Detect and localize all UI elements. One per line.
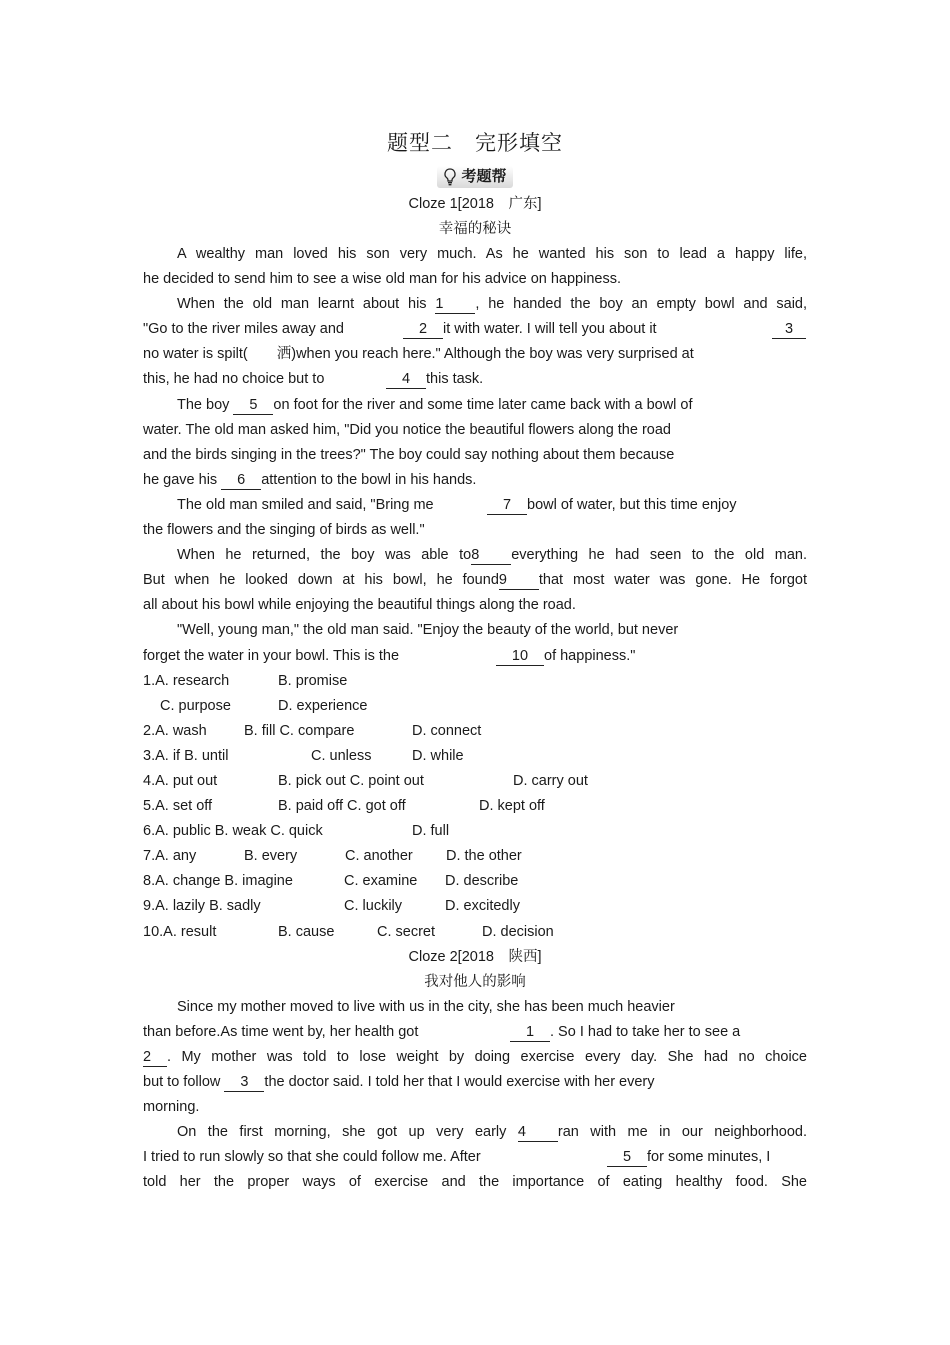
option[interactable]: C. luckily xyxy=(344,898,403,915)
blank-9[interactable]: 9 xyxy=(499,571,539,590)
option[interactable]: C. purpose xyxy=(160,697,231,714)
option[interactable]: D. full xyxy=(412,823,450,840)
text-line xyxy=(143,393,807,418)
text-line: A wealthy man loved his son very much. As he wanted his son to lead a happy life, xyxy=(177,246,807,262)
cloze2-blank-1[interactable]: 1 xyxy=(510,1023,550,1042)
cloze2-blank-2[interactable]: 2 xyxy=(143,1048,167,1067)
text-line: all about his bowl while enjoying the beautiful things along the road. xyxy=(143,597,576,614)
option[interactable]: 8.A. change B. imagine xyxy=(143,873,293,890)
text-span: this task. xyxy=(426,371,484,388)
text-span: On the first morning, she got up very early xyxy=(177,1124,518,1141)
text-line xyxy=(143,1120,807,1145)
text-line xyxy=(143,1020,807,1045)
text-line xyxy=(143,1045,807,1070)
option[interactable]: D. experience xyxy=(278,697,368,714)
option-row xyxy=(143,819,807,844)
blank-1[interactable]: 1 xyxy=(435,295,475,314)
option[interactable]: D. decision xyxy=(482,923,554,940)
section-badge-label: 考题帮 xyxy=(461,168,507,185)
text-line xyxy=(143,644,807,669)
text-span: for some minutes, I xyxy=(647,1149,771,1166)
option[interactable]: D. carry out xyxy=(513,772,588,789)
option-row xyxy=(143,669,807,694)
blank-3[interactable]: 3 xyxy=(772,320,806,339)
text-span: forget the water in your bowl. This is the xyxy=(143,647,400,664)
option-row xyxy=(143,844,807,869)
option[interactable]: B. pick out C. point out xyxy=(278,772,424,789)
option[interactable]: 7.A. any xyxy=(143,848,197,865)
section-badge-row xyxy=(143,166,807,192)
text-line: "Well, young man," the old man said. "Enjoy the beauty of the world, but never xyxy=(177,622,679,639)
option[interactable]: D. connect xyxy=(412,722,482,739)
option-row xyxy=(143,794,807,819)
text-line: Since my mother moved to live with us in the city, she has been much heavier xyxy=(177,998,675,1015)
page-title: 题型二 完形填空 xyxy=(387,131,563,155)
text-line: no water is spilt( 洒)when you reach here." Although the boy was very surprised at xyxy=(143,346,694,363)
option[interactable]: 6.A. public B. weak C. quick xyxy=(143,823,323,840)
option-row xyxy=(143,894,807,919)
text-span: I tried to run slowly so that she could follow me. After xyxy=(143,1149,481,1166)
text-span: it with water. I will tell you about it xyxy=(443,321,657,338)
text-line: and the birds singing in the trees?" The boy could say nothing about them because xyxy=(143,446,675,463)
text-line: morning. xyxy=(143,1099,200,1115)
blank-10[interactable]: 10 xyxy=(496,647,544,666)
text-line xyxy=(143,317,807,342)
cloze2-blank-5[interactable]: 5 xyxy=(607,1148,647,1167)
option[interactable]: D. excitedly xyxy=(445,898,520,915)
text-span: , he handed the boy an empty bowl and said, xyxy=(475,296,808,313)
text-span: When he returned, the boy was able to xyxy=(177,547,472,564)
option[interactable]: D. describe xyxy=(445,873,519,890)
option[interactable]: B. promise xyxy=(278,672,348,689)
text-span: bowl of water, but this time enjoy xyxy=(527,496,737,513)
text-span: on foot for the river and some time later came back with a bowl of xyxy=(273,396,693,413)
option[interactable]: B. paid off C. got off xyxy=(278,798,406,815)
text-line: told her the proper ways of exercise and the importance of eating healthy food. She xyxy=(143,1174,807,1191)
option[interactable]: 2.A. wash xyxy=(143,722,207,739)
cloze2-blank-3[interactable]: 3 xyxy=(224,1073,264,1092)
option-row xyxy=(143,694,807,719)
text-line xyxy=(143,568,807,593)
option[interactable]: D. while xyxy=(412,747,464,764)
option[interactable]: B. fill C. compare xyxy=(244,722,355,739)
text-span: "Go to the river miles away and xyxy=(143,321,344,338)
text-span: attention to the bowl in his hands. xyxy=(261,471,477,488)
text-span: . So I had to take her to see a xyxy=(550,1023,741,1040)
option-row xyxy=(143,869,807,894)
option[interactable]: B. every xyxy=(244,848,298,865)
option[interactable]: D. the other xyxy=(446,848,522,865)
text-span: that most water was gone. He forgot xyxy=(538,572,807,589)
text-line xyxy=(143,1070,807,1095)
text-line xyxy=(143,292,807,317)
text-line: he decided to send him to see a wise old man for his advice on happiness. xyxy=(143,271,621,288)
cloze1-heading: Cloze 1[2018 广东] xyxy=(408,196,542,212)
text-span: than before.As time went by, her health got xyxy=(143,1023,419,1040)
cloze1-subtitle: 幸福的秘诀 xyxy=(438,221,512,237)
cloze2-blank-4[interactable]: 4 xyxy=(518,1123,558,1142)
lightbulb-icon xyxy=(443,168,457,186)
text-span: But when he looked down at his bowl, he found xyxy=(143,572,499,589)
document-page xyxy=(143,128,807,1195)
option[interactable]: C. unless xyxy=(311,747,372,764)
option-row xyxy=(143,719,807,744)
option[interactable]: D. kept off xyxy=(479,798,545,815)
blank-4[interactable]: 4 xyxy=(386,370,426,389)
cloze2-heading: Cloze 2[2018 陕西] xyxy=(408,948,542,965)
text-line xyxy=(143,1145,807,1170)
option[interactable]: C. another xyxy=(345,848,413,865)
blank-6[interactable]: 6 xyxy=(221,471,261,490)
option-row xyxy=(143,769,807,794)
section-badge xyxy=(437,166,512,188)
option[interactable]: 4.A. put out xyxy=(143,772,218,789)
text-line xyxy=(143,543,807,568)
text-span: The boy xyxy=(177,396,234,413)
option[interactable]: B. cause xyxy=(278,923,335,940)
blank-8[interactable]: 8 xyxy=(471,546,511,565)
option[interactable]: C. secret xyxy=(377,923,436,940)
text-line: the flowers and the singing of birds as well." xyxy=(143,522,425,539)
option-row xyxy=(143,920,807,945)
text-span: . My mother was told to lose weight by doing exercise every day. She had no choice xyxy=(167,1048,807,1065)
option[interactable]: 1.A. research xyxy=(143,672,230,689)
text-line xyxy=(143,367,807,392)
option[interactable]: 5.A. set off xyxy=(143,798,213,815)
blank-5[interactable]: 5 xyxy=(233,396,273,415)
text-span: of happiness." xyxy=(544,647,636,664)
option[interactable]: 9.A. lazily B. sadly xyxy=(143,898,261,915)
text-span: The old man smiled and said, "Bring me xyxy=(177,496,434,513)
blank-2[interactable]: 2 xyxy=(403,320,443,339)
text-span: When the old man learnt about his xyxy=(177,296,436,313)
text-line: water. The old man asked him, "Did you notice the beautiful flowers along the road xyxy=(143,421,671,438)
text-line xyxy=(143,493,807,518)
cloze2-subtitle: 我对他人的影响 xyxy=(424,973,526,990)
text-span: the doctor said. I told her that I would exercise with her every xyxy=(264,1073,655,1090)
option-row xyxy=(143,744,807,769)
option[interactable]: 10.A. result xyxy=(143,923,217,940)
text-span: everything he had seen to the old man. xyxy=(511,547,807,564)
blank-7[interactable]: 7 xyxy=(487,496,527,515)
text-line xyxy=(143,468,807,493)
option[interactable]: C. examine xyxy=(344,873,418,890)
text-span: but to follow xyxy=(143,1073,225,1090)
text-span: ran with me in our neighborhood. xyxy=(557,1124,808,1141)
text-span: this, he had no choice but to xyxy=(143,371,325,388)
text-span: he gave his xyxy=(143,471,222,488)
option[interactable]: 3.A. if B. until xyxy=(143,747,229,764)
